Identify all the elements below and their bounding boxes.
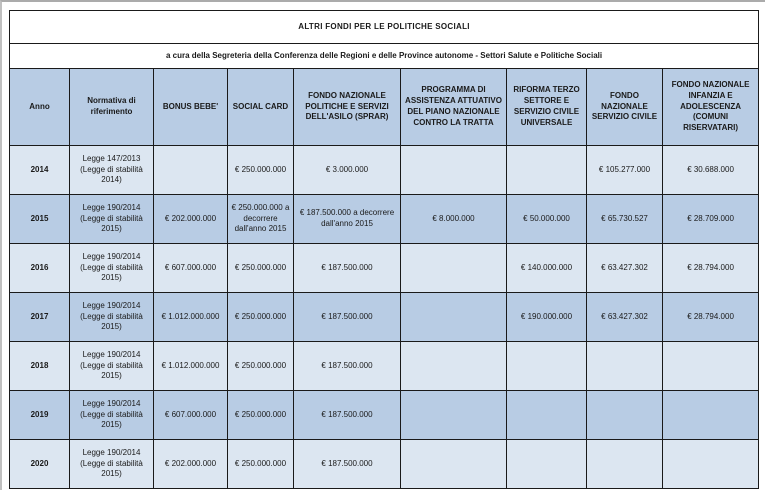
value-cell (401, 342, 507, 391)
value-cell (587, 391, 663, 440)
value-cell: € 28.794.000 (663, 293, 759, 342)
value-cell: € 607.000.000 (154, 391, 228, 440)
table-row (10, 146, 759, 195)
title-row (10, 11, 759, 44)
column-header-tratta: PROGRAMMA DI ASSISTENZA ATTUATIVO DEL PIANO NAZIONALE CONTRO LA TRATTA (401, 69, 507, 146)
column-header-anno: Anno (10, 69, 70, 146)
value-cell: Legge 190/2014 (Legge di stabilità 2015) (70, 440, 154, 489)
value-cell (587, 342, 663, 391)
value-cell (663, 342, 759, 391)
value-cell: € 30.688.000 (663, 146, 759, 195)
value-cell: € 202.000.000 (154, 440, 228, 489)
subtitle-row (10, 44, 759, 69)
value-cell: € 187.500.000 a decorrere dall'anno 2015 (294, 195, 401, 244)
funds-table (9, 10, 759, 489)
value-cell: € 202.000.000 (154, 195, 228, 244)
column-header-normativa: Normativa di riferimento (70, 69, 154, 146)
value-cell (401, 244, 507, 293)
value-cell: € 187.500.000 (294, 391, 401, 440)
value-cell: Legge 190/2014 (Legge di stabilità 2015) (70, 342, 154, 391)
value-cell: Legge 190/2014 (Legge di stabilità 2015) (70, 391, 154, 440)
value-cell: € 1.012.000.000 (154, 293, 228, 342)
value-cell: € 250.000.000 (228, 244, 294, 293)
value-cell: € 250.000.000 (228, 440, 294, 489)
year-cell: 2016 (10, 244, 70, 293)
value-cell: Legge 190/2014 (Legge di stabilità 2015) (70, 195, 154, 244)
column-header-bonus-bebe: BONUS BEBE' (154, 69, 228, 146)
value-cell (401, 391, 507, 440)
value-cell: € 8.000.000 (401, 195, 507, 244)
value-cell: € 187.500.000 (294, 342, 401, 391)
value-cell: € 250.000.000 (228, 293, 294, 342)
value-cell: € 65.730.527 (587, 195, 663, 244)
value-cell: € 187.500.000 (294, 244, 401, 293)
value-cell (587, 440, 663, 489)
year-cell: 2017 (10, 293, 70, 342)
value-cell (663, 440, 759, 489)
year-cell: 2019 (10, 391, 70, 440)
table-row (10, 391, 759, 440)
value-cell: € 607.000.000 (154, 244, 228, 293)
value-cell: € 1.012.000.000 (154, 342, 228, 391)
year-cell: 2018 (10, 342, 70, 391)
value-cell: Legge 190/2014 (Legge di stabilità 2015) (70, 293, 154, 342)
value-cell (663, 391, 759, 440)
value-cell: € 250.000.000 (228, 342, 294, 391)
table-row (10, 342, 759, 391)
value-cell (154, 146, 228, 195)
column-header-sprar: FONDO NAZIONALE POLITICHE E SERVIZI DELL'ASILO (SPRAR) (294, 69, 401, 146)
value-cell: Legge 190/2014 (Legge di stabilità 2015) (70, 244, 154, 293)
value-cell (401, 293, 507, 342)
column-header-servizio-civile: FONDO NAZIONALE SERVIZIO CIVILE (587, 69, 663, 146)
table-row (10, 195, 759, 244)
page-title: ALTRI FONDI PER LE POLITICHE SOCIALI (10, 11, 759, 44)
column-header-infanzia-adolescenza: FONDO NAZIONALE INFANZIA E ADOLESCENZA (COMUNI RISERVATARI) (663, 69, 759, 146)
value-cell: € 187.500.000 (294, 293, 401, 342)
value-cell (507, 440, 587, 489)
year-cell: 2014 (10, 146, 70, 195)
value-cell: € 28.794.000 (663, 244, 759, 293)
value-cell (507, 342, 587, 391)
value-cell: € 28.709.000 (663, 195, 759, 244)
value-cell: € 250.000.000 a decorrere dall'anno 2015 (228, 195, 294, 244)
value-cell: € 190.000.000 (507, 293, 587, 342)
value-cell (507, 146, 587, 195)
value-cell: € 140.000.000 (507, 244, 587, 293)
value-cell (401, 146, 507, 195)
table-header-row (10, 69, 759, 146)
value-cell (507, 391, 587, 440)
value-cell (401, 440, 507, 489)
value-cell: € 63.427.302 (587, 244, 663, 293)
value-cell: € 63.427.302 (587, 293, 663, 342)
value-cell: € 50.000.000 (507, 195, 587, 244)
column-header-riforma-terzo-settore: RIFORMA TERZO SETTORE E SERVIZIO CIVILE UNIVERSALE (507, 69, 587, 146)
column-header-social-card: SOCIAL CARD (228, 69, 294, 146)
table-row (10, 440, 759, 489)
value-cell: € 250.000.000 (228, 391, 294, 440)
table-row (10, 244, 759, 293)
value-cell: € 187.500.000 (294, 440, 401, 489)
year-cell: 2015 (10, 195, 70, 244)
value-cell: € 3.000.000 (294, 146, 401, 195)
value-cell: € 105.277.000 (587, 146, 663, 195)
table-row (10, 293, 759, 342)
value-cell: Legge 147/2013 (Legge di stabilità 2014) (70, 146, 154, 195)
page-subtitle: a cura della Segreteria della Conferenza delle Regioni e delle Province autonome - Settori Salute e Politiche Sociali (10, 44, 759, 69)
value-cell: € 250.000.000 (228, 146, 294, 195)
year-cell: 2020 (10, 440, 70, 489)
